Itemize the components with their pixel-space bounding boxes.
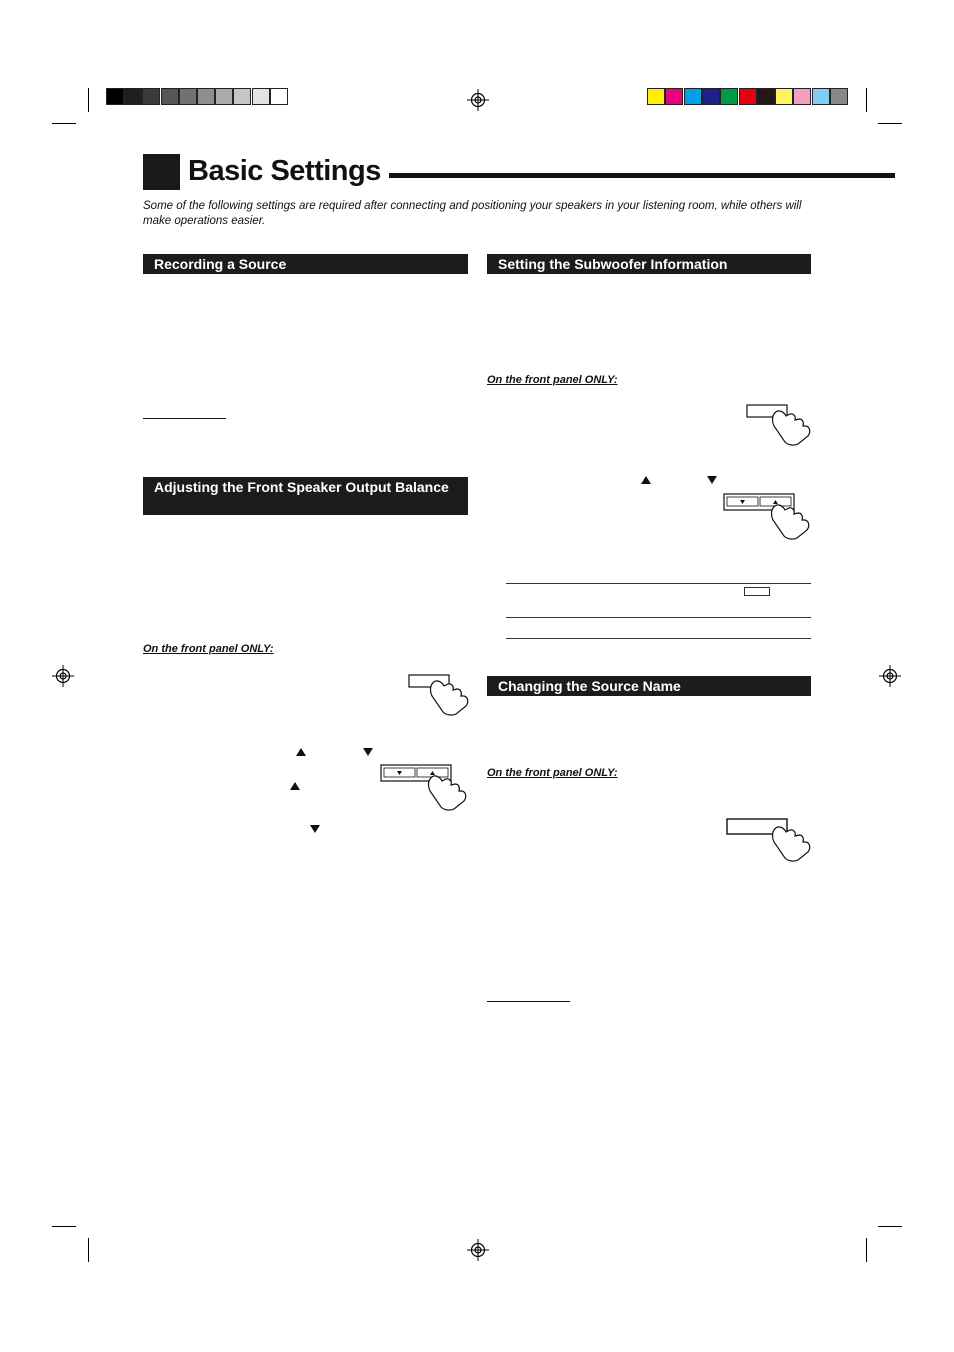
registration-mark-icon [467,1239,489,1261]
down-triangle-icon [707,476,717,484]
page-title: Basic Settings [188,155,381,187]
intro-text: Some of the following settings are required after connecting and positioning your speakers in your listening room, while others will make operations easier. [143,200,802,227]
color-swatch [812,88,830,105]
title-block-marker [143,154,180,190]
up-triangle-icon [296,748,306,756]
color-swatch [684,88,702,105]
hand-press-button-icon [726,816,814,862]
color-swatch [720,88,738,105]
hand-press-button-icon [380,764,470,814]
crop-mark [52,1226,76,1227]
hand-press-button-icon [408,672,470,716]
registration-mark-icon [467,89,489,111]
crop-mark [878,123,902,124]
color-swatch [775,88,793,105]
color-swatch [665,88,683,105]
section-heading-recording: Recording a Source [143,254,468,274]
gray-swatch [142,88,160,105]
hand-press-button-icon [723,493,813,543]
gray-swatch [270,88,288,105]
gray-swatch [252,88,270,105]
gray-swatch [106,88,124,105]
table-rule [506,583,811,584]
color-swatch [702,88,720,105]
color-swatch [757,88,775,105]
color-swatch [793,88,811,105]
crop-mark [878,1226,902,1227]
up-triangle-icon [290,782,300,790]
hand-press-button-icon [746,402,812,446]
note-underline [487,1001,570,1002]
registration-mark-icon [879,665,901,687]
crop-mark [88,1238,89,1262]
gray-swatch [161,88,179,105]
color-swatch [830,88,848,105]
crop-mark [866,1238,867,1262]
gray-swatch [179,88,197,105]
gray-swatch [233,88,251,105]
display-indicator-box [744,587,770,596]
section-heading-source-name: Changing the Source Name [487,676,811,696]
crop-mark [52,123,76,124]
front-panel-note: On the front panel ONLY: [487,374,618,386]
section-heading-subwoofer: Setting the Subwoofer Information [487,254,811,274]
gray-swatch [197,88,215,105]
crop-mark [866,88,867,112]
down-triangle-icon [363,748,373,756]
note-underline [143,418,226,419]
table-rule [506,638,811,639]
registration-mark-icon [52,665,74,687]
gray-swatch [124,88,142,105]
color-swatch [647,88,665,105]
down-triangle-icon [310,825,320,833]
up-triangle-icon [641,476,651,484]
table-rule [506,617,811,618]
crop-mark [88,88,89,112]
section-heading-front-balance: Adjusting the Front Speaker Output Balance [143,477,468,515]
color-swatch [739,88,757,105]
gray-swatch [215,88,233,105]
front-panel-note: On the front panel ONLY: [143,643,274,655]
title-rule [389,173,895,178]
front-panel-note: On the front panel ONLY: [487,767,618,779]
